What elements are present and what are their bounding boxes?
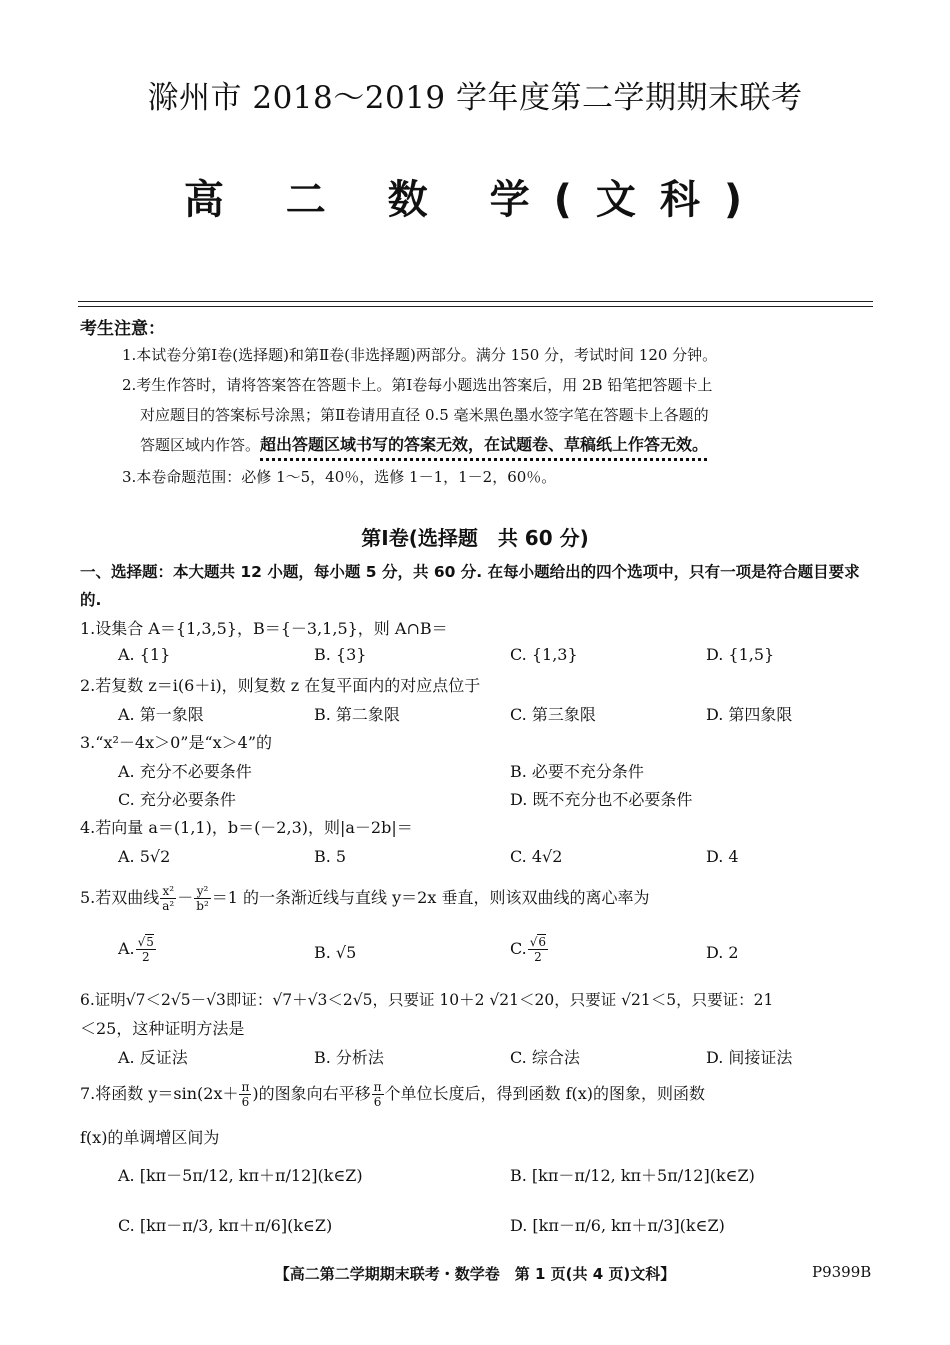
notice-item-2-line-3-plain: 答题区域内作答。	[140, 436, 261, 454]
question-4-option-b: B. 5	[314, 847, 347, 866]
question-7-stem-part-a: 7.将函数 y＝sin(2x＋	[80, 1084, 239, 1103]
question-3-option-c: C. 充分必要条件	[118, 790, 236, 809]
notice-heading: 考生注意：	[80, 319, 165, 339]
subject-title: 高 二 数 学(文科)	[183, 177, 767, 223]
option-c-fraction: $\frac{√6}{2}$	[529, 935, 547, 964]
question-7-stem-part-b: )的图象向右平移	[252, 1084, 371, 1103]
option-a-fraction: $\frac{√5}{2}$	[137, 935, 154, 964]
question-2-option-c: C. 第三象限	[510, 705, 596, 724]
question-6-option-a: A. 反证法	[118, 1048, 188, 1067]
question-1-option-b: B. {3}	[314, 645, 367, 664]
question-7-option-d: D. [kπ－π/6, kπ＋π/3](k∈Z)	[510, 1216, 725, 1235]
question-1-option-a: A. {1}	[118, 645, 171, 664]
question-2-option-a: A. 第一象限	[118, 705, 204, 724]
question-7-option-b: B. [kπ－π/12, kπ＋5π/12](k∈Z)	[510, 1166, 755, 1185]
question-7-option-a: A. [kπ－5π/12, kπ＋π/12](k∈Z)	[118, 1166, 363, 1185]
question-3-option-d: D. 既不充分也不必要条件	[510, 790, 693, 809]
question-2-option-d: D. 第四象限	[706, 705, 793, 724]
notice-item-1: 1.本试卷分第Ⅰ卷(选择题)和第Ⅱ卷(非选择题)两部分。满分 150 分，考试时间 120 分钟。	[122, 346, 718, 364]
question-5-option-b: B. √5	[314, 943, 357, 962]
question-7-stem-line-1	[80, 1080, 705, 1109]
question-6-stem-line-2: ＜25，这种证明方法是	[80, 1019, 245, 1038]
question-4-option-d: D. 4	[706, 847, 739, 866]
question-7-stem-part-c: 个单位长度后，得到函数 f(x)的图象，则函数	[384, 1084, 706, 1103]
paper-code: P9399B	[812, 1263, 872, 1281]
question-6-option-d: D. 间接证法	[706, 1048, 793, 1067]
question-3-stem: 3.“x²－4x＞0”是“x＞4”的	[80, 733, 273, 752]
question-1-option-c: C. {1,3}	[510, 645, 578, 664]
page-footer: 【高二第二学期期末联考・数学卷 第 1 页(共 4 页)文科】	[274, 1265, 676, 1283]
header-rule-top	[78, 301, 873, 302]
question-6-option-c: C. 综合法	[510, 1048, 580, 1067]
exam-title: 滁州市 2018～2019 学年度第二学期期末联考	[147, 80, 803, 116]
hyperbola-y-term: $\frac{\text{y²}}{\text{b²}}$	[196, 884, 209, 913]
question-2-option-b: B. 第二象限	[314, 705, 400, 724]
notice-item-2-line-3	[140, 430, 708, 460]
question-5-option-c	[510, 935, 549, 964]
question-4-option-c: C. 4√2	[510, 847, 563, 866]
notice-emphasis: 超出答题区域书写的答案无效，在试题卷、草稿纸上作答无效。	[260, 435, 709, 454]
question-5-option-a	[118, 935, 157, 964]
shift-fraction: $\frac{\pi}{6}$	[373, 1080, 382, 1109]
question-5-stem: 5.若双曲线 $\frac{\text{x²}}{\text{a²}}$ － $\frac{\text{y²}}{\text{b²}}$ ＝1 的一条渐近线与直线 y＝2x 垂直，则该双曲线的离心率为	[80, 884, 650, 913]
question-3-option-b: B. 必要不充分条件	[510, 762, 644, 781]
question-3-option-a: A. 充分不必要条件	[118, 762, 252, 781]
question-5-option-a-label: A.	[118, 939, 135, 958]
part-one-heading: 第Ⅰ卷(选择题 共 60 分)	[361, 526, 589, 550]
question-7-option-c: C. [kπ－π/3, kπ＋π/6](k∈Z)	[118, 1216, 333, 1235]
hyperbola-x-term: $\frac{\text{x²}}{\text{a²}}$	[162, 884, 175, 913]
question-1-option-d: D. {1,5}	[706, 645, 775, 664]
notice-item-2-line-1: 2.考生作答时，请将答案答在答题卡上。第Ⅰ卷每小题选出答案后，用 2B 铅笔把答题卡上	[122, 376, 713, 394]
question-5-stem-suffix: ＝1 的一条渐近线与直线 y＝2x 垂直，则该双曲线的离心率为	[211, 888, 650, 907]
question-2-stem: 2.若复数 z＝i(6＋i)，则复数 z 在复平面内的对应点位于	[80, 676, 481, 695]
question-6-option-b: B. 分析法	[314, 1048, 384, 1067]
question-5-option-d: D. 2	[706, 943, 739, 962]
question-6-stem-line-1: 6.证明√7＜2√5－√3即证：√7＋√3＜2√5，只要证 10＋2 √21＜20，只要证 √21＜5，只要证：21	[80, 991, 774, 1009]
header-rule-bottom	[78, 306, 873, 307]
question-5-option-c-label: C.	[510, 939, 527, 958]
question-1-stem: 1.设集合 A＝{1,3,5}，B＝{－3,1,5}，则 A∩B＝	[80, 619, 448, 638]
question-5-stem-prefix: 5.若双曲线	[80, 888, 160, 907]
notice-item-2-line-2: 对应题目的答案标号涂黑；第Ⅱ卷请用直径 0.5 毫米黑色墨水签字笔在答题卡上各题的	[140, 406, 709, 424]
pi-over-6-fraction: $\frac{\pi}{6}$	[241, 1080, 250, 1109]
question-4-option-a: A. 5√2	[118, 847, 171, 866]
question-7-stem-line-2: f(x)的单调增区间为	[80, 1128, 220, 1147]
notice-item-3: 3.本卷命题范围：必修 1～5，40％，选修 1－1，1－2，60％。	[122, 468, 557, 486]
question-4-stem: 4.若向量 a＝(1,1)，b＝(－2,3)，则|a－2b|＝	[80, 818, 413, 837]
section-description: 一、选择题：本大题共 12 小题，每小题 5 分，共 60 分. 在每小题给出的四个选项中，只有一项是符合题目要求的.	[80, 563, 860, 609]
